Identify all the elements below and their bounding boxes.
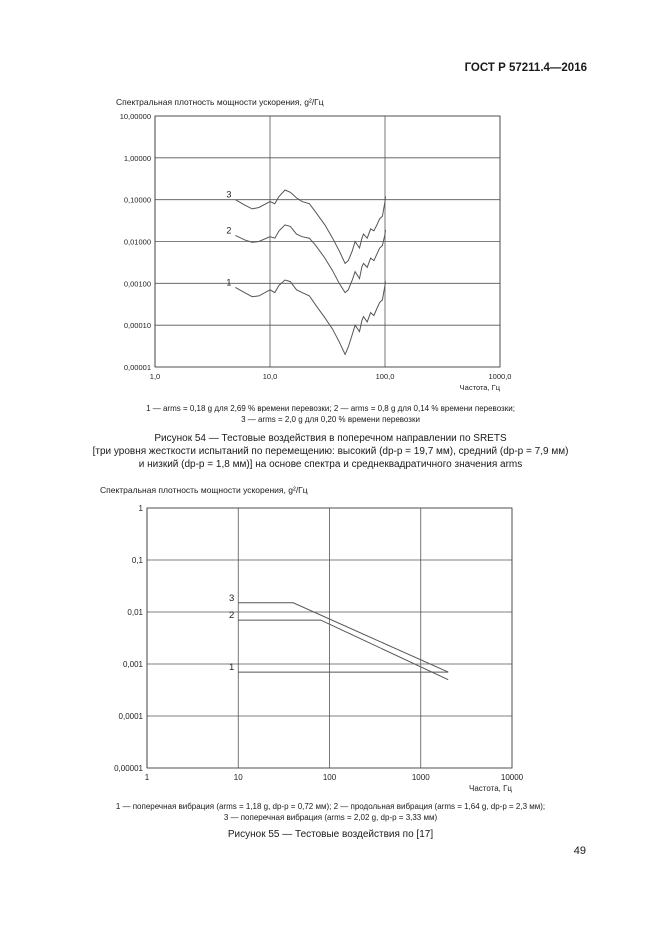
fig55-note-line-2: 3 — поперечная вибрация (arms = 2,02 g, dp-p = 3,33 мм) xyxy=(223,813,438,822)
y-tick-label: 0,00001 xyxy=(114,764,143,773)
x-axis-label: Частота, Гц xyxy=(468,784,512,793)
fig54-note-line-1: 1 — arms = 0,18 g для 2,69 % времени перевозки; 2 — arms = 0,8 g для 0,14 % времени перевозки; xyxy=(146,404,515,413)
fig54-caption-line-2: [три уровня жесткости испытаний по перемещению: высокий (dp-p = 19,7 мм), средний (dp-p = 7,9 мм) xyxy=(92,446,569,457)
x-tick-label: 1000 xyxy=(411,773,430,782)
series-label-3: 3 xyxy=(228,592,235,604)
x-tick-label: 1,0 xyxy=(149,372,161,381)
fig55-notes xyxy=(45,801,616,823)
x-tick-label: 1000,0 xyxy=(488,372,512,381)
fig54-y-axis-label: Спектральная плотность мощности ускорения, g²/Гц xyxy=(116,97,324,107)
y-tick-label: 0,00100 xyxy=(123,279,151,289)
series-line-1 xyxy=(235,280,385,354)
y-tick-label: 0,00001 xyxy=(123,363,151,372)
series-line-3 xyxy=(238,603,448,672)
y-tick-label: 1,00000 xyxy=(123,153,151,163)
y-tick-label: 0,10000 xyxy=(123,195,151,205)
series-label-3: 3 xyxy=(226,189,232,200)
series-line-2 xyxy=(238,620,448,680)
fig54-notes xyxy=(60,403,601,425)
fig55-caption: Рисунок 55 — Тестовые воздействия по [17] xyxy=(227,829,434,840)
x-axis-label: Частота, Гц xyxy=(459,383,500,392)
fig54-caption xyxy=(50,432,611,471)
y-tick-label: 0,001 xyxy=(122,660,143,669)
y-tick-label: 0,01 xyxy=(127,608,143,617)
fig54-caption-line-1: Рисунок 54 — Тестовые воздействия в поперечном направлении по SRETS xyxy=(154,433,507,444)
series-label-2: 2 xyxy=(228,610,235,622)
series-label-2: 2 xyxy=(226,225,232,236)
fig54-caption-line-3: и низкий (dp-p = 1,8 мм)] на основе спектра и среднеквадратичного значения arms xyxy=(138,459,523,470)
x-tick-label: 1 xyxy=(144,773,150,782)
x-tick-label: 10000 xyxy=(500,773,524,782)
x-tick-label: 10 xyxy=(233,773,243,782)
series-label-1: 1 xyxy=(226,277,232,288)
y-tick-label: 0,01000 xyxy=(123,237,151,247)
fig55-note-line-1: 1 — поперечная вибрация (arms = 1,18 g, dp-p = 0,72 мм); 2 — продольная вибрация (arms = 1,64 g, dp-p = 2,3 мм); xyxy=(115,802,546,811)
fig55-y-axis-label: Спектральная плотность мощности ускорения, g²/Гц xyxy=(100,485,308,495)
x-tick-label: 100 xyxy=(322,773,337,782)
y-tick-label: 10,00000 xyxy=(119,112,151,121)
y-tick-label: 0,00010 xyxy=(123,321,151,331)
fig54-note-line-2: 3 — arms = 2,0 g для 0,20 % времени перевозки xyxy=(241,415,420,424)
fig55-chart xyxy=(90,498,530,798)
series-label-1: 1 xyxy=(228,662,235,674)
y-tick-label: 1 xyxy=(138,504,143,513)
document-code: ГОСТ Р 57211.4—2016 xyxy=(464,62,587,74)
page-number: 49 xyxy=(573,845,586,857)
y-tick-label: 0,0001 xyxy=(118,712,143,721)
x-tick-label: 100,0 xyxy=(375,372,395,381)
x-tick-label: 10,0 xyxy=(262,372,278,381)
y-tick-label: 0,1 xyxy=(131,556,143,565)
series-line-3 xyxy=(235,190,385,263)
fig54-chart xyxy=(100,106,520,396)
